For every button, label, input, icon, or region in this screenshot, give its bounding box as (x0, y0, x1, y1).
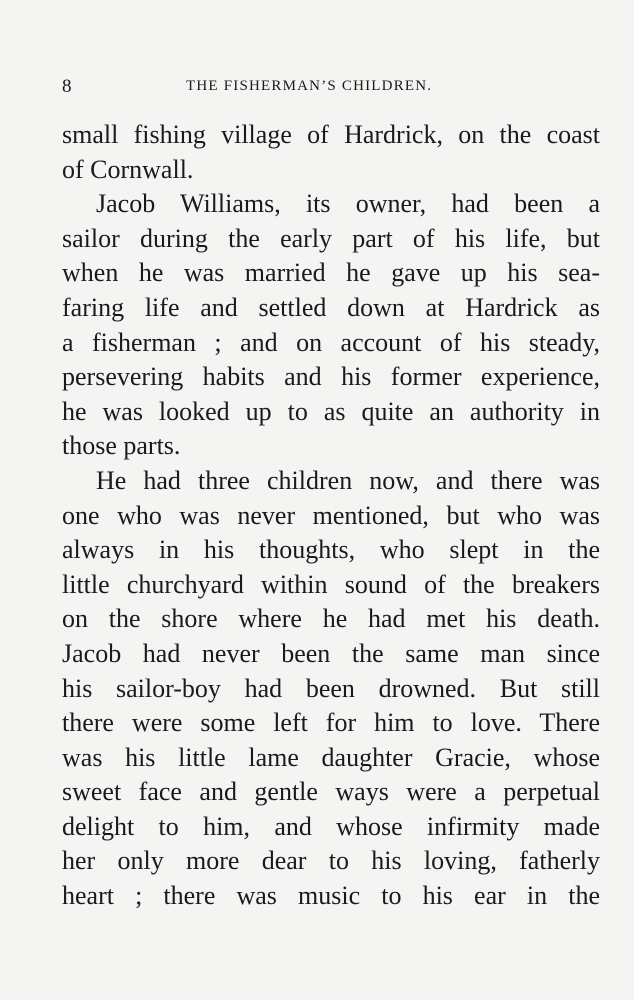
text-line: Jacob Williams, its owner, had been a (96, 189, 600, 219)
page-header (62, 76, 572, 100)
running-title: THE FISHERMAN’S CHILDREN. (186, 78, 433, 94)
text-line: there were some left for him to love. There (62, 708, 600, 738)
text-line: Jacob had never been the same man since (62, 638, 600, 668)
text-line: sweet face and gentle ways were a perpetual (62, 777, 600, 807)
text-line: of Cornwall. (62, 154, 194, 184)
text-line: he was looked up to as quite an authority in (62, 396, 600, 426)
text-line: sailor during the early part of his life, but (62, 223, 600, 253)
text-line: heart ; there was music to his ear in the (62, 881, 600, 911)
text-line: when he was married he gave up his sea- (62, 258, 600, 288)
text-line: her only more dear to his loving, fatherly (62, 846, 600, 876)
text-line: persevering habits and his former experience, (62, 362, 600, 392)
text-line: faring life and settled down at Hardrick as (62, 292, 600, 322)
text-line: small fishing village of Hardrick, on the coast (62, 120, 600, 149)
text-line: one who was never mentioned, but who was (62, 500, 600, 530)
text-line: delight to him, and whose infirmity made (62, 811, 600, 841)
text-line: always in his thoughts, who slept in the (62, 535, 600, 565)
text-line: on the shore where he had met his death. (62, 604, 600, 634)
text-line: little churchyard within sound of the breakers (62, 569, 600, 599)
text-line: his sailor-boy had been drowned. But still (62, 673, 600, 703)
text-line: was his little lame daughter Gracie, whose (62, 742, 600, 772)
page-number: 8 (62, 76, 72, 97)
body-text (62, 118, 600, 914)
text-line: those parts. (62, 431, 181, 461)
text-line: He had three children now, and there was (96, 465, 600, 495)
text-line: a fisherman ; and on account of his steady, (62, 327, 600, 357)
